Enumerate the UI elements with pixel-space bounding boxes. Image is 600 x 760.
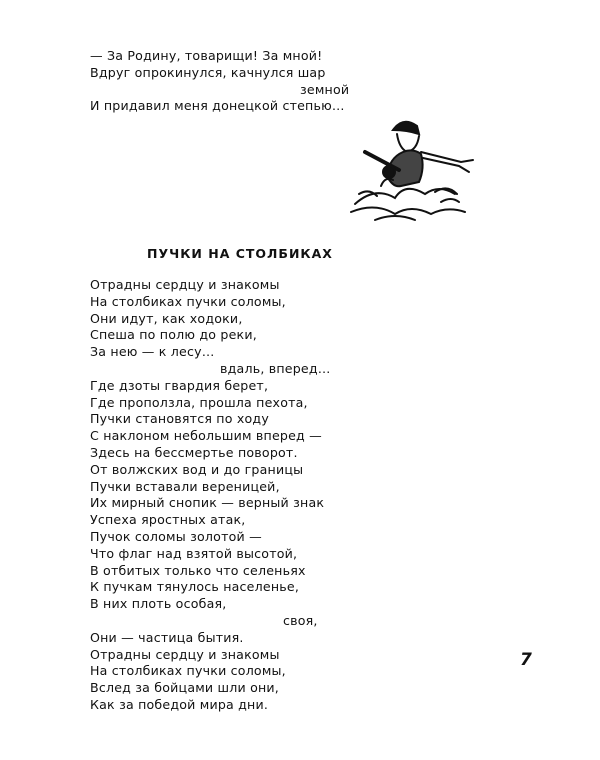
poem-line: вдаль, вперед… [220,360,331,376]
poem-line: Здесь на бессмертье поворот. [90,444,298,460]
page-number: 7 [520,650,532,670]
poem-line: И придавил меня донецкой степью… [90,98,345,114]
poem-line: Их мирный снопик — верный знак [90,495,325,511]
top-stanza [90,48,349,115]
poem-line: своя, [283,612,318,628]
poem-line: От волжских вод и до границы [90,461,304,477]
poem-line: — За Родину, товарищи! За мной! [90,48,323,63]
poem-line: Что флаг над взятой высотой, [90,545,298,561]
poem-line: Вслед за бойцами шли они, [90,680,280,696]
soldier-sketch-icon [345,112,480,224]
poem-line: Спеша по полю до реки, [90,327,257,343]
poem-line: земной [300,81,350,97]
poem-line: На столбиках пучки соломы, [90,663,286,679]
poem-line: С наклоном небольшим вперед — [90,428,322,444]
poem-line: Пучок соломы золотой — [90,528,262,544]
poem-line: Успеха яростных атак, [90,512,246,528]
poem-line: Они идут, как ходоки, [90,310,243,326]
poem-line: Где дзоты гвардия берет, [90,377,269,393]
poem-line: Отрадны сердцу и знакомы [90,277,280,292]
poem-title: ПУЧКИ НА СТОЛБИКАХ [147,246,333,261]
poem-line: Как за победой мира дни. [90,696,269,712]
poem-body [90,277,331,714]
poem-line: К пучкам тянулось населенье, [90,579,300,595]
poem-line: Пучки вставали вереницей, [90,478,280,494]
poem-line: Они — частица бытия. [90,629,244,645]
poem-line: В отбитых только что селеньях [90,562,306,578]
poem-line: На столбиках пучки соломы, [90,293,286,309]
poem-line: В них плоть особая, [90,596,227,612]
poem-line: Вдруг опрокинулся, качнулся шар [90,64,326,80]
poem-line: Отрадны сердцу и знакомы [90,646,280,662]
poem-line: Где проползла, прошла пехота, [90,394,308,410]
poem-line: За нею — к лесу… [90,344,215,360]
poem-line: Пучки становятся по ходу [90,411,269,427]
